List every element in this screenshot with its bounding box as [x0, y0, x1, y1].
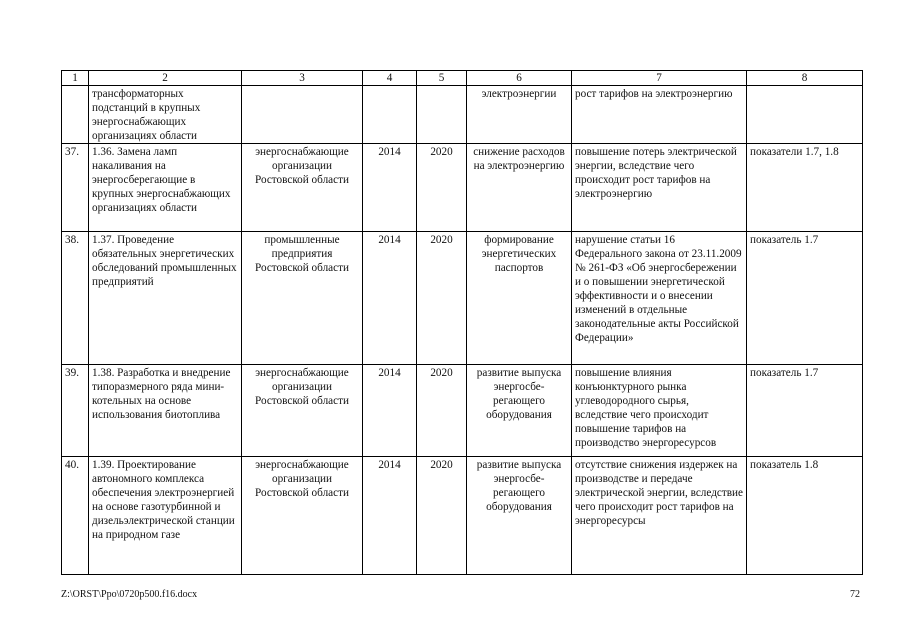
- column-number: 2: [89, 71, 242, 86]
- column-number: 5: [417, 71, 467, 86]
- row-number-cell: 39.: [62, 365, 89, 457]
- page-number: 72: [850, 589, 860, 600]
- executor-cell: энергоснабжающие организации Ростовской области: [242, 457, 363, 575]
- end-year-cell: 2020: [417, 232, 467, 365]
- row-number-cell: 37.: [62, 144, 89, 232]
- measure-cell: трансформаторных подстанций в крупных энергоснабжающих организациях области: [89, 86, 242, 144]
- measure-cell: 1.37. Проведение обязательных энергетических обследований промышленных предприятий: [89, 232, 242, 365]
- start-year-cell: 2014: [363, 457, 417, 575]
- column-number: 6: [467, 71, 572, 86]
- goal-cell: формирование энергетических паспортов: [467, 232, 572, 365]
- goal-cell: электроэнергии: [467, 86, 572, 144]
- end-year-cell: [417, 86, 467, 144]
- start-year-cell: 2014: [363, 232, 417, 365]
- goal-cell: развитие выпуска энергосбе-регающего оборудования: [467, 365, 572, 457]
- table-row: [62, 365, 863, 457]
- executor-cell: промышленные предприятия Ростовской области: [242, 232, 363, 365]
- risk-cell: повышение потерь электрической энергии, вследствие чего происходит рост тарифов на электроэнергию: [572, 144, 747, 232]
- start-year-cell: 2014: [363, 144, 417, 232]
- measures-table: [61, 70, 863, 575]
- goal-cell: развитие выпуска энергосбе-регающего оборудования: [467, 457, 572, 575]
- end-year-cell: 2020: [417, 457, 467, 575]
- column-number: 7: [572, 71, 747, 86]
- table-row: [62, 144, 863, 232]
- table-row: [62, 86, 863, 144]
- indicator-cell: показатель 1.8: [747, 457, 863, 575]
- indicator-cell: [747, 86, 863, 144]
- risk-cell: нарушение статьи 16 Федерального закона от 23.11.2009 № 261-ФЗ «Об энергосбережении и о повышении энергетической эффективности и о внесении изменений в отдельные законодательные акты Российской Федерации»: [572, 232, 747, 365]
- table-row: [62, 457, 863, 575]
- end-year-cell: 2020: [417, 144, 467, 232]
- column-number: 1: [62, 71, 89, 86]
- measure-cell: 1.39. Проектирование автономного комплекса обеспечения электроэнергией на основе газотурбинной и дизельэлектрической станции на природном газе: [89, 457, 242, 575]
- risk-cell: повышение влияния конъюнктурного рынка углеводородного сырья, вследствие чего происходит повышение тарифов на производство энергоресурсов: [572, 365, 747, 457]
- goal-cell: снижение расходов на электроэнергию: [467, 144, 572, 232]
- start-year-cell: [363, 86, 417, 144]
- row-number-cell: 40.: [62, 457, 89, 575]
- start-year-cell: 2014: [363, 365, 417, 457]
- column-number: 4: [363, 71, 417, 86]
- column-number: 3: [242, 71, 363, 86]
- table-row: [62, 232, 863, 365]
- indicator-cell: показатели 1.7, 1.8: [747, 144, 863, 232]
- row-number-cell: [62, 86, 89, 144]
- risk-cell: отсутствие снижения издержек на производстве и передаче электрической энергии, вследствие чего происходит рост тарифов на энергоресурсы: [572, 457, 747, 575]
- risk-cell: рост тарифов на электроэнергию: [572, 86, 747, 144]
- executor-cell: энергоснабжающие организации Ростовской области: [242, 365, 363, 457]
- indicator-cell: показатель 1.7: [747, 365, 863, 457]
- column-number: 8: [747, 71, 863, 86]
- measure-cell: 1.38. Разработка и внедрение типоразмерного ряда мини-котельных на основе использования биотоплива: [89, 365, 242, 457]
- executor-cell: [242, 86, 363, 144]
- executor-cell: энергоснабжающие организации Ростовской области: [242, 144, 363, 232]
- row-number-cell: 38.: [62, 232, 89, 365]
- document-file-path: Z:\ORST\Ppo\0720p500.f16.docx: [61, 589, 198, 600]
- column-number-row: [62, 71, 863, 86]
- indicator-cell: показатель 1.7: [747, 232, 863, 365]
- measure-cell: 1.36. Замена ламп накаливания на энергосберегающие в крупных энергоснабжающих организациях области: [89, 144, 242, 232]
- end-year-cell: 2020: [417, 365, 467, 457]
